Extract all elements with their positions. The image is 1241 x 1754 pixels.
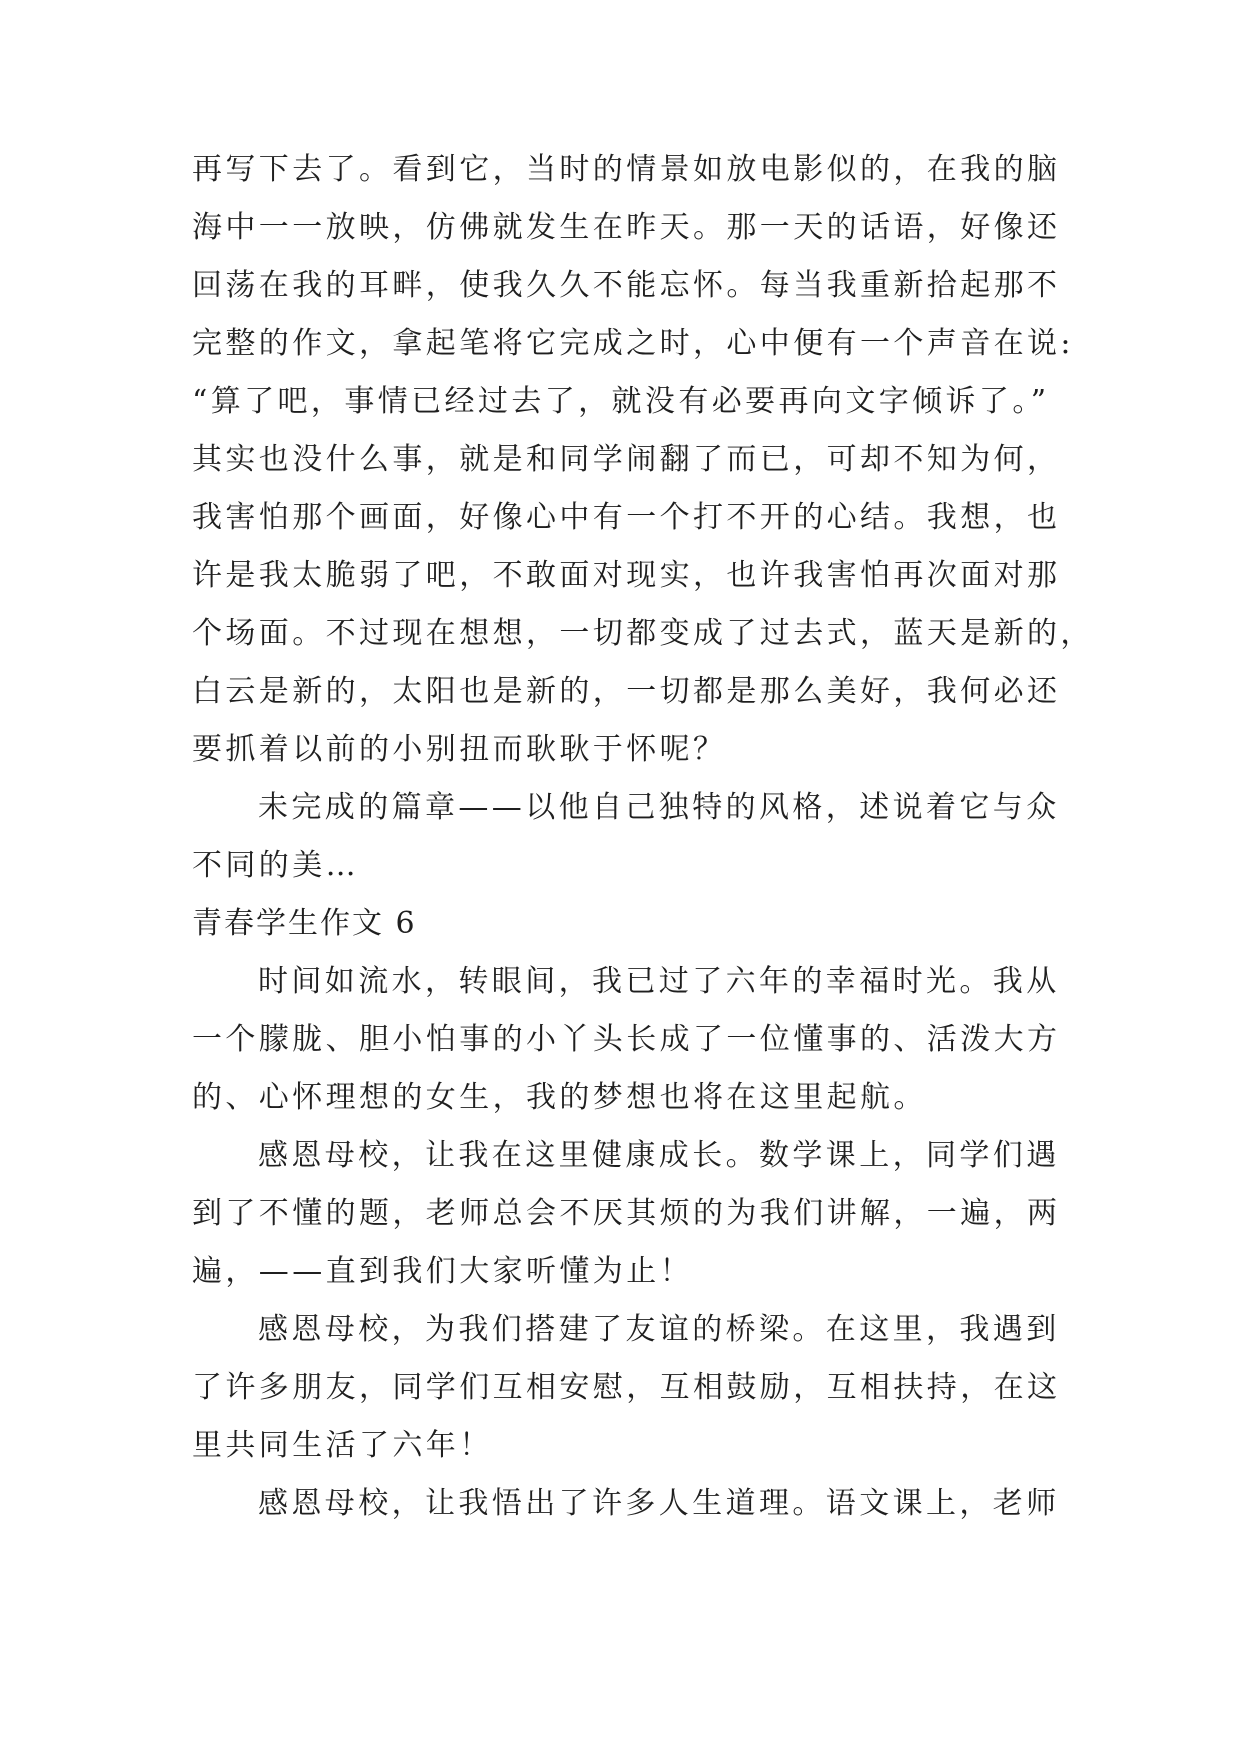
text-line: 许是我太脆弱了吧，不敢面对现实，也许我害怕再次面对那 [192,558,1061,593]
section-heading: 青春学生作文 6 [192,906,417,941]
text-line: 其实也没什么事，就是和同学闹翻了而已，可却不知为何， [192,442,1061,477]
text-line: 我害怕那个画面，好像心中有一个打不开的心结。我想，也 [192,500,1061,535]
text-line: 遍，——直到我们大家听懂为止！ [192,1254,693,1289]
paragraph-start-line: 时间如流水，转眼间，我已过了六年的幸福时光。我从 [258,964,1060,999]
paragraph-start-line: 感恩母校，为我们搭建了友谊的桥梁。在这里，我遇到 [258,1312,1060,1347]
text-line: 一个朦胧、胆小怕事的小丫头长成了一位懂事的、活泼大方 [192,1022,1061,1057]
text-line: 不同的美… [192,848,359,883]
text-line: 里共同生活了六年！ [192,1428,493,1463]
text-line: 要抓着以前的小别扭而耿耿于怀呢？ [192,732,727,767]
text-line: 海中一一放映，仿佛就发生在昨天。那一天的话语，好像还 [192,210,1061,245]
text-line: 的、心怀理想的女生，我的梦想也将在这里起航。 [192,1080,927,1115]
text-line: 白云是新的，太阳也是新的，一切都是那么美好，我何必还 [192,674,1061,709]
text-line: “算了吧，事情已经过去了，就没有必要再向文字倾诉了。” [192,384,1050,419]
text-line: 了许多朋友，同学们互相安慰，互相鼓励，互相扶持，在这 [192,1370,1061,1405]
paragraph-start-line: 感恩母校，让我悟出了许多人生道理。语文课上，老师 [258,1486,1060,1521]
text-line: 到了不懂的题，老师总会不厌其烦的为我们讲解，一遍，两 [192,1196,1061,1231]
text-line: 完整的作文，拿起笔将它完成之时，心中便有一个声音在说: [192,326,1074,361]
paragraph-start-line: 未完成的篇章——以他自己独特的风格，述说着它与众 [258,790,1060,825]
text-line: 回荡在我的耳畔，使我久久不能忘怀。每当我重新拾起那不 [192,268,1061,303]
text-line: 个场面。不过现在想想，一切都变成了过去式，蓝天是新的， [192,616,1094,651]
text-line: 再写下去了。看到它，当时的情景如放电影似的，在我的脑 [192,152,1061,187]
paragraph-start-line: 感恩母校，让我在这里健康成长。数学课上，同学们遇 [258,1138,1060,1173]
